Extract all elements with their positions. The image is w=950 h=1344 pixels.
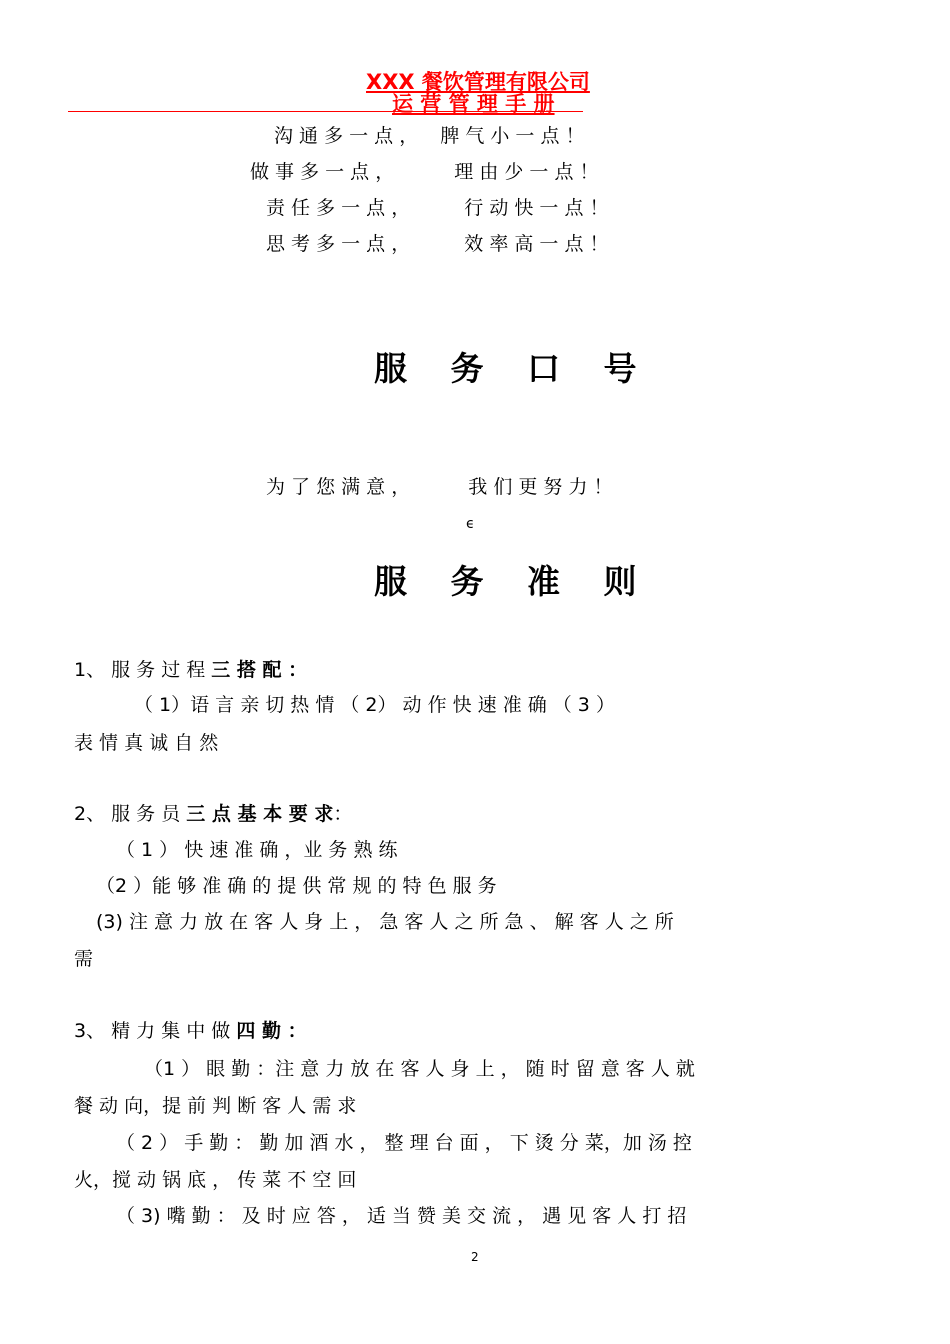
motto-1-a: 沟 通 多 一 点 ， xyxy=(274,125,419,147)
rule-2-line-2: （2 ）能 够 准 确 的 提 供 常 规 的 特 色 服 务 xyxy=(96,875,497,897)
motto-1-b: 脾 气 小 一 点 ！ xyxy=(440,125,585,147)
rule-3-head: 3、 精 力 集 中 做 xyxy=(74,1020,231,1042)
page-number: 2 xyxy=(471,1250,479,1264)
rule-3-line-5: （ 3) 嘴 勤 ： 及 时 应 答 ， 适 当 赞 美 交 流 ， 遇 见 客 人 打 招 xyxy=(116,1205,687,1227)
rule-3-line-3: （ 2 ） 手 勤 ： 勤 加 酒 水 ， 整 理 台 面 ， 下 烫 分 菜，加 汤 控 xyxy=(116,1132,692,1154)
rule-1-key: 三 搭 配 ： xyxy=(211,659,308,681)
rule-1-line-1: （ 1）语 言 亲 切 热 情 （ 2） 动 作 快 速 准 确 （ 3 ） xyxy=(134,694,615,716)
manual-title: 运 营 管 理 手 册 xyxy=(392,92,555,116)
slogan-section-title: 服 务 口 号 xyxy=(374,349,653,388)
rule-1-head: 1、 服 务 过 程 xyxy=(74,659,206,681)
slogan-a: 为 了 您 满 意 ， xyxy=(266,476,411,498)
rule-3-heading xyxy=(74,1016,307,1043)
slogan-b: 我 们 更 努 力 ！ xyxy=(468,476,613,498)
rule-3-line-4: 火，搅 动 锅 底 ， 传 菜 不 空 回 xyxy=(74,1169,357,1191)
rule-2-colon: ： xyxy=(333,803,353,825)
motto-4-a: 思 考 多 一 点 ， xyxy=(266,233,411,255)
motto-2-a: 做 事 多 一 点 ， xyxy=(250,161,395,183)
paragraph-mark: ϵ xyxy=(466,516,475,532)
motto-3-b: 行 动 快 一 点 ！ xyxy=(464,197,609,219)
rules-section-title: 服 务 准 则 xyxy=(374,562,653,601)
rule-1-line-2: 表 情 真 诚 自 然 xyxy=(74,732,219,754)
company-name: XXX 餐饮管理有限公司 xyxy=(366,70,590,94)
service-slogan xyxy=(266,472,613,499)
motto-line-2 xyxy=(250,157,599,184)
motto-4-b: 效 率 高 一 点 ！ xyxy=(464,233,609,255)
rule-3-line-2: 餐 动 向，提 前 判 断 客 人 需 求 xyxy=(74,1095,357,1117)
motto-3-a: 责 任 多 一 点 ， xyxy=(266,197,411,219)
rule-2-key: 三 点 基 本 要 求 xyxy=(186,803,334,825)
motto-line-1 xyxy=(274,121,585,148)
rule-3-key: 四 勤 ： xyxy=(236,1020,307,1042)
rule-3-line-1: （1 ） 眼 勤 ：注 意 力 放 在 客 人 身 上 ， 随 时 留 意 客 人 就 xyxy=(144,1058,695,1080)
rule-2-line-3: (3) 注 意 力 放 在 客 人 身 上 ， 急 客 人 之 所 急 、 解 客 人 之 所 xyxy=(96,911,674,933)
rule-2-heading xyxy=(74,799,352,826)
motto-line-3 xyxy=(266,193,609,220)
header-rule xyxy=(68,111,583,112)
rule-2-line-1: （ 1 ） 快 速 准 确 ，业 务 熟 练 xyxy=(116,839,398,861)
motto-2-b: 理 由 少 一 点 ！ xyxy=(454,161,599,183)
motto-line-4 xyxy=(266,229,609,256)
rule-1-heading xyxy=(74,655,307,682)
rule-2-line-4: 需 xyxy=(74,948,94,970)
rule-2-head: 2、 服 务 员 xyxy=(74,803,181,825)
